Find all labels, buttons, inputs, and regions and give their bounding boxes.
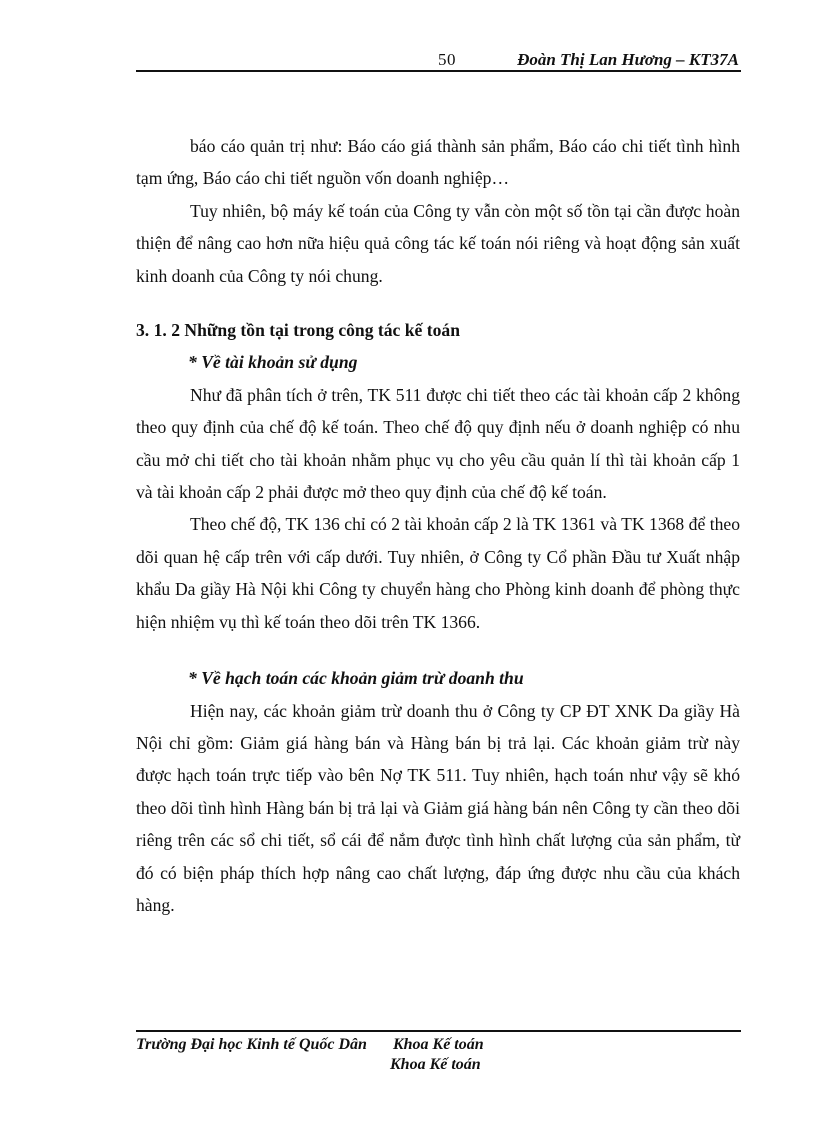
page-header: [136, 48, 741, 72]
footer-department: Khoa Kế toán: [392, 1036, 484, 1053]
page-body: [136, 130, 740, 921]
paragraph-tk136: Theo chế độ, TK 136 chỉ có 2 tài khoản cấp 2 là TK 1361 và TK 1368 để theo dõi quan hệ cấp trên với cấp dưới. Tuy nhiên, ở Công ty Cổ phần Đầu tư Xuất nhập khẩu Da giầy Hà Nội khi Công ty chuyển hàng cho Phòng kinh doanh để phòng thực hiện nhiệm vụ thì kế toán theo dõi trên TK 1366.: [136, 514, 740, 632]
subheading-deductions: * Về hạch toán các khoản giảm trừ doanh thu: [188, 668, 524, 689]
header-author: Đoàn Thị Lan Hương – KT37A: [517, 50, 739, 69]
paragraph-deductions: Hiện nay, các khoản giảm trừ doanh thu ở Công ty CP ĐT XNK Da giầy Hà Nội chỉ gồm: Giảm giá hàng bán và Hàng bán bị trả lại. Các khoản giảm trừ này được hạch toán trực tiếp vào bên Nợ TK 511. Tuy nhiên, hạch toán như vậy sẽ khó theo dõi tình hình Hàng bán bị trả lại và Giảm giá hàng bán nên Công ty cần theo dõi riêng trên các sổ chi tiết, sổ cái để nắm được tình hình chất lượng của sản phẩm, từ đó có biện pháp thích hợp nâng cao chất lượng, đáp ứng được nhu cầu của khách hàng.: [136, 700, 740, 915]
footer-university: Trường Đại học Kinh tế Quốc Dân: [136, 1036, 367, 1053]
header-divider: [136, 70, 741, 72]
page-number: 50: [438, 50, 456, 69]
paragraph-tk511: Như đã phân tích ở trên, TK 511 được chi tiết theo các tài khoản cấp 2 không theo quy định của chế độ kế toán. Theo chế độ quy định nếu ở doanh nghiệp có nhu cầu mở chi tiết cho tài khoản nhằm phục vụ cho yêu cầu quản lí thì tài khoản cấp 1 và tài khoản cấp 2 phải được mở theo quy định của chế độ kế toán.: [136, 384, 740, 503]
spacer: [136, 292, 740, 314]
page-footer: [136, 1036, 484, 1054]
footer-divider: [136, 1030, 741, 1032]
footer-department-repeat: Khoa Kế toán: [390, 1056, 481, 1073]
section-heading: 3. 1. 2 Những tồn tại trong công tác kế toán: [136, 320, 460, 341]
subheading-accounts: * Về tài khoản sử dụng: [188, 352, 358, 373]
spacer: [136, 638, 740, 662]
paragraph-limitations-intro: Tuy nhiên, bộ máy kế toán của Công ty vẫn còn một số tồn tại cần được hoàn thiện để nâng cao hơn nữa hiệu quả công tác kế toán nói riêng và hoạt động sản xuất kinh doanh của Công ty nói chung.: [136, 200, 740, 286]
paragraph-continuation: báo cáo quản trị như: Báo cáo giá thành sản phẩm, Báo cáo chi tiết tình hình tạm ứng, Báo cáo chi tiết nguồn vốn doanh nghiệp…: [136, 136, 740, 189]
